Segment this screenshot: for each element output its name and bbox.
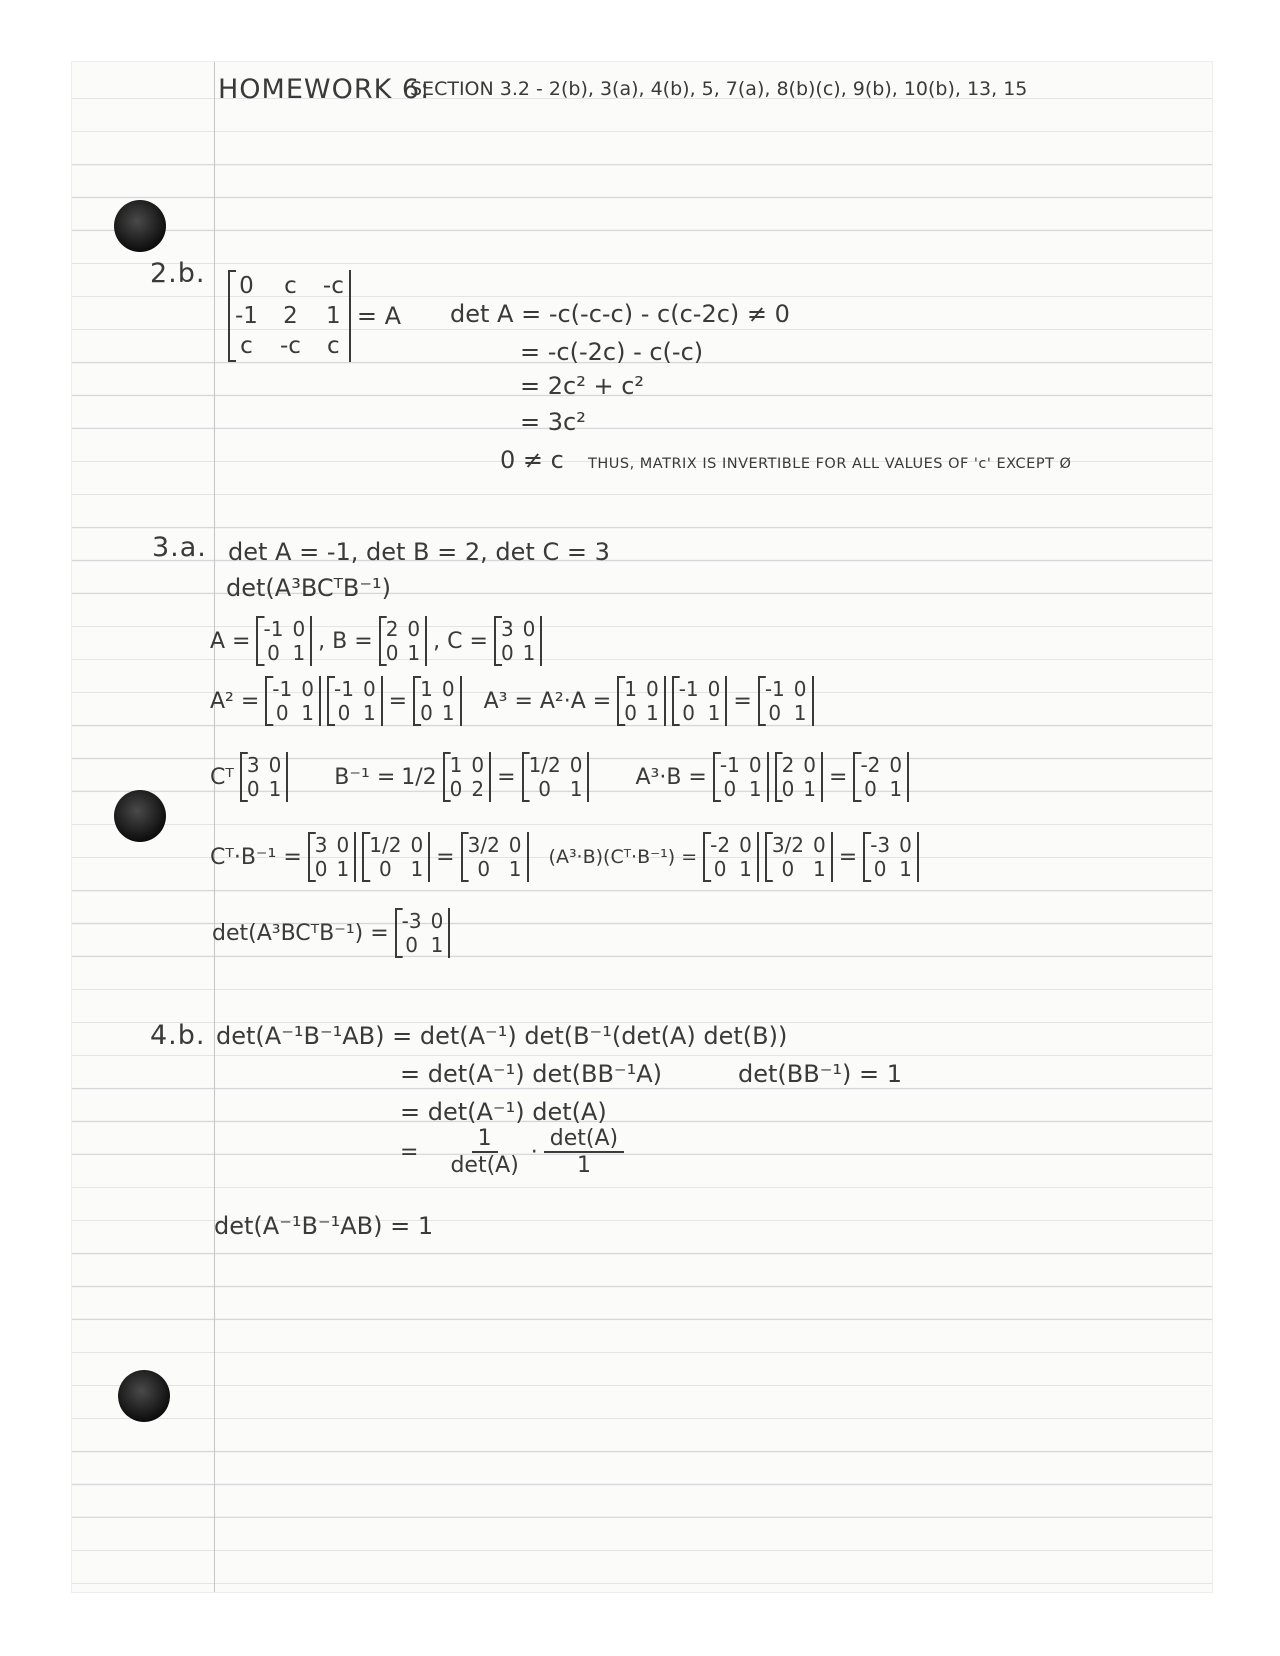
matrix-a-squared-factor (617, 676, 665, 726)
matrix-cell: 0 (239, 273, 254, 299)
equals-sign: = (436, 844, 455, 870)
problem-2b-label: 2.b. (150, 258, 206, 289)
c-label: , C = (433, 628, 488, 654)
matrix-cell: -2 (710, 833, 731, 857)
matrix-product-result (863, 832, 919, 882)
matrix-b-inverse (522, 752, 590, 802)
matrix-cell: 0 (748, 753, 762, 777)
homework-title: HOMEWORK 6: (218, 74, 431, 105)
matrix-cell: 0 (873, 857, 887, 881)
matrix-a-factor-1 (265, 676, 321, 726)
matrix-cell: 0 (793, 677, 807, 701)
ct-binv-label: Cᵀ·B⁻¹ = (210, 844, 302, 870)
matrix-cell: 0 (781, 777, 795, 801)
matrix-cell: 1 (624, 677, 637, 701)
matrix-cell: -1 (263, 617, 284, 641)
matrix-cell: 3/2 (467, 833, 500, 857)
matrix-cell: 0 (781, 857, 795, 881)
matrix-cell: 1 (508, 857, 522, 881)
matrix-ctbinv-factor (765, 832, 833, 882)
matrix-cell: 0 (739, 833, 752, 857)
matrix-cell: -1 (333, 677, 354, 701)
matrix-a3b-factor (703, 832, 759, 882)
matrix-binv-factor (362, 832, 430, 882)
a-squared-row (210, 676, 814, 726)
matrix-cell: 0 (420, 701, 433, 725)
equals-sign: = (400, 1139, 419, 1165)
homework-sections: SECTION 3.2 - 2(b), 3(a), 4(b), 5, 7(a), 8(b)(c), 9(b), 10(b), 13, 15 (410, 78, 1028, 100)
matrix-cell: c (240, 333, 253, 359)
matrix-cell: 2 (471, 777, 485, 801)
c-transpose-label: Cᵀ (210, 764, 234, 790)
matrix-cell: 1 (899, 857, 912, 881)
matrix-ct-factor (308, 832, 356, 882)
matrix-cell: 3 (246, 753, 260, 777)
matrix-cell: 0 (362, 677, 376, 701)
matrix-cell: -c (322, 273, 344, 299)
matrix-cell: 0 (624, 701, 637, 725)
matrix-cell: -3 (870, 833, 891, 857)
b-inverse-label: B⁻¹ = (334, 764, 396, 790)
det-4b-line-3: = det(A⁻¹) det(A) (400, 1098, 607, 1126)
matrix-c-transpose (240, 752, 288, 802)
matrix-cell: 0 (430, 909, 444, 933)
matrix-a-cubed-factor (713, 752, 769, 802)
det-4b-final: det(A⁻¹B⁻¹AB) = 1 (214, 1212, 434, 1240)
matrix-cell: 0 (899, 833, 912, 857)
condition: 0 ≠ c (500, 446, 564, 474)
matrix-a-factor-3 (672, 676, 728, 726)
matrix-cell: -1 (764, 677, 785, 701)
binder-hole-bottom (118, 1370, 170, 1422)
matrix-cell: 0 (569, 753, 583, 777)
target-expression: det(A³BCᵀB⁻¹) (226, 574, 391, 602)
matrix-cell: 3/2 (771, 833, 805, 857)
equals-sign: = (733, 688, 752, 714)
matrix-cell: 2 (781, 753, 795, 777)
problem-2b-matrix-row (228, 270, 401, 362)
matrix-cell: -3 (401, 909, 422, 933)
matrix-cell: 0 (500, 641, 514, 665)
product-label: (A³·B)(Cᵀ·B⁻¹) = (548, 846, 698, 868)
matrix-cell: c (284, 273, 297, 299)
matrix-cell: 0 (449, 777, 463, 801)
matrix-cell: 1 (803, 777, 817, 801)
matrix-cell: 0 (275, 701, 289, 725)
matrix-cell: c (327, 333, 340, 359)
matrix-cell: 0 (314, 857, 328, 881)
binder-hole-top (114, 200, 166, 252)
matrix-b (379, 616, 427, 666)
matrix-cell: 1 (410, 857, 424, 881)
matrix-a-squared (413, 676, 461, 726)
matrix-cell: 0 (682, 701, 696, 725)
matrix-cell: 1 (449, 753, 463, 777)
matrix-cell: -1 (719, 753, 740, 777)
matrix-cell: 1 (569, 777, 583, 801)
final-3a-row (212, 908, 450, 958)
matrix-cell: 1 (441, 701, 455, 725)
a-cubed-b-label: A³·B = (635, 764, 707, 790)
problem-4b-label: 4.b. (150, 1020, 206, 1051)
matrix-cell: -2 (860, 753, 881, 777)
b-label: , B = (318, 628, 373, 654)
fraction-denominator: 1 (576, 1153, 591, 1178)
det-line-3: = 2c² + c² (520, 372, 645, 400)
matrix-a-cubed (758, 676, 814, 726)
matrix-cell: 0 (889, 753, 903, 777)
matrix-cell: 0 (864, 777, 877, 801)
matrices-abc-row (210, 616, 542, 666)
matrix-cell: 0 (385, 641, 399, 665)
fraction-2 (544, 1126, 624, 1178)
matrix-cell: 0 (405, 933, 418, 957)
matrix-c (494, 616, 542, 666)
matrix-cell: 0 (713, 857, 727, 881)
margin-line (214, 62, 215, 1592)
matrix-cell: 0 (645, 677, 659, 701)
det-line-2: = -c(-2c) - c(-c) (520, 338, 704, 366)
matrix-cell: 3 (314, 833, 328, 857)
matrix-cell: 0 (707, 677, 721, 701)
matrix-cell: 1 (430, 933, 444, 957)
problem-3a-label: 3.a. (152, 532, 207, 563)
matrix-cell: 0 (538, 777, 552, 801)
matrix-b-adjugate (443, 752, 491, 802)
fraction-numerator: 1 (472, 1126, 498, 1153)
equals-a: = A (356, 302, 401, 330)
matrix-cell: 1/2 (528, 753, 561, 777)
matrix-cell: 2 (385, 617, 399, 641)
equals-sign: = (388, 688, 408, 714)
matrix-a-factor-2 (327, 676, 383, 726)
matrix-cell: 0 (267, 641, 280, 665)
matrix-cell: 1 (336, 857, 350, 881)
matrix-cell: 0 (268, 753, 282, 777)
conclusion: THUS, MATRIX IS INVERTIBLE FOR ALL VALUES OF 'c' EXCEPT Ø (588, 456, 1072, 472)
matrix-cell: 1 (739, 857, 752, 881)
transpose-inverse-row (210, 752, 909, 802)
matrix-cell: 0 (336, 833, 350, 857)
matrix-cell: -1 (678, 677, 699, 701)
matrix-a-3x3 (228, 270, 351, 362)
matrix-cell: 1 (748, 777, 762, 801)
det-line-1: det A = -c(-c-c) - c(c-2c) ≠ 0 (450, 300, 790, 328)
matrix-cell: 1 (326, 303, 341, 329)
matrix-cell: -1 (235, 303, 258, 329)
matrix-cell: 0 (813, 833, 826, 857)
a-cubed-label: A³ = A²·A = (483, 688, 612, 714)
a-squared-label: A² = (210, 688, 260, 714)
fraction-1 (444, 1126, 524, 1178)
equals-sign: = (497, 764, 516, 790)
matrix-cell: 1 (407, 641, 421, 665)
matrix-cell: -c (279, 333, 301, 359)
det-4b-line-1: det(A⁻¹B⁻¹AB) = det(A⁻¹) det(B⁻¹(det(A) det(B)) (216, 1022, 788, 1050)
product-row (210, 832, 919, 882)
dot-operator: · (530, 1139, 538, 1165)
matrix-cell: 0 (471, 753, 485, 777)
matrix-cell: 1 (645, 701, 659, 725)
matrix-cell: 0 (522, 617, 536, 641)
matrix-a (256, 616, 312, 666)
matrix-cell: 0 (410, 833, 424, 857)
matrix-cell: 1 (522, 641, 536, 665)
matrix-cell: 1 (362, 701, 376, 725)
matrix-cell: 0 (477, 857, 491, 881)
matrix-cell: 0 (301, 677, 314, 701)
fraction-row (400, 1126, 624, 1178)
matrix-cell: 1 (793, 701, 807, 725)
matrix-cell: 2 (283, 303, 298, 329)
final-3a-label: det(A³BCᵀB⁻¹) = (212, 920, 389, 946)
matrix-b-factor (775, 752, 823, 802)
matrix-cell: 0 (407, 617, 421, 641)
equals-sign: = (838, 844, 858, 870)
matrix-cell: 1 (813, 857, 826, 881)
matrix-cell: 1/2 (369, 833, 402, 857)
matrix-cell: 1 (292, 641, 306, 665)
fraction-denominator: det(A) (450, 1153, 519, 1178)
a-label: A = (210, 628, 251, 654)
matrix-cell: 0 (803, 753, 817, 777)
matrix-cell: 0 (292, 617, 306, 641)
b-inverse-scalar: 1/2 (401, 764, 437, 790)
det-4b-side-note: det(BB⁻¹) = 1 (738, 1060, 902, 1088)
matrix-cell: 0 (723, 777, 737, 801)
matrix-cell: 0 (246, 777, 260, 801)
equals-sign: = (829, 764, 848, 790)
det-line-4: = 3c² (520, 408, 586, 436)
matrix-cell: 0 (768, 701, 782, 725)
matrix-cell: 1 (268, 777, 282, 801)
matrix-ct-binv (461, 832, 529, 882)
det-4b-line-2: = det(A⁻¹) det(BB⁻¹A) (400, 1060, 662, 1088)
binder-hole-middle (114, 790, 166, 842)
matrix-cell: 0 (441, 677, 455, 701)
matrix-cell: -1 (272, 677, 293, 701)
matrix-cell: 3 (500, 617, 514, 641)
matrix-cell: 1 (889, 777, 903, 801)
matrix-cell: 1 (301, 701, 314, 725)
matrix-cell: 0 (378, 857, 392, 881)
given-determinants: det A = -1, det B = 2, det C = 3 (228, 538, 610, 566)
matrix-a-cubed-b (853, 752, 909, 802)
fraction-numerator: det(A) (544, 1126, 624, 1153)
matrix-final-result (395, 908, 451, 958)
matrix-cell: 1 (707, 701, 721, 725)
matrix-cell: 0 (337, 701, 351, 725)
matrix-cell: 0 (508, 833, 522, 857)
matrix-cell: 1 (420, 677, 433, 701)
